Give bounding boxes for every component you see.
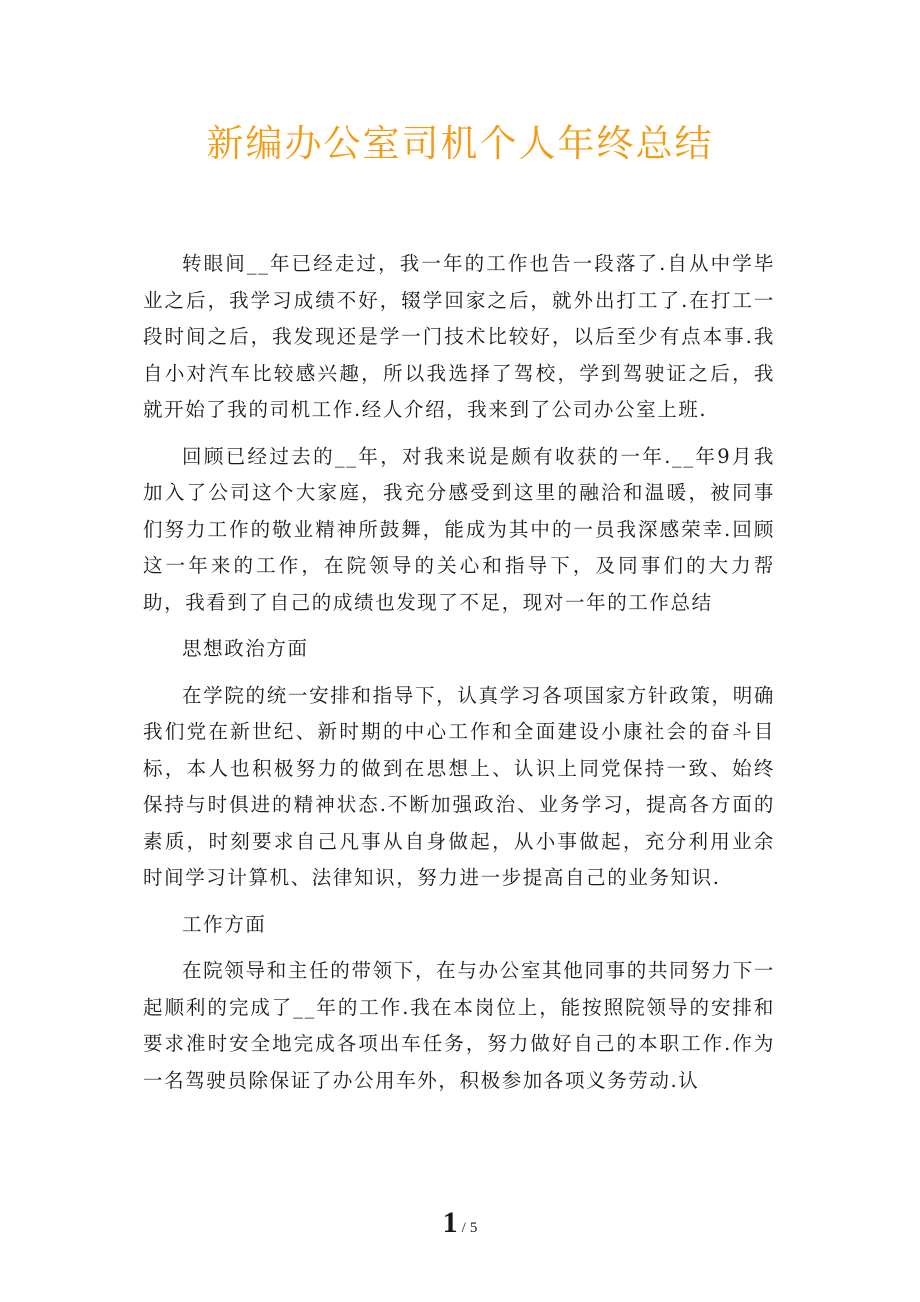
total-pages: 5 (469, 1220, 478, 1236)
page-separator: / (461, 1220, 466, 1236)
paragraph-intro: 转眼间__年已经走过，我一年的工作也告一段落了.自从中学毕业之后，我学习成绩不好，辍学回家之后，就外出打工了.在打工一段时间之后，我发现还是学一门技术比较好，以后至少有点本事.我自小对汽车比较感兴趣，所以我选择了驾校，学到驾驶证之后，我就开始了我的司机工作.经人介绍，我来到了公司办公室上班. (143, 252, 775, 421)
paragraph-work: 在院领导和主任的带领下，在与办公室其他同事的共同努力下一起顺利的完成了__年的工作.我在本岗位上，能按照院领导的安排和要求准时安全地完成各项出车任务，努力做好自己的本职工作.作为一名驾驶员除保证了办公用车外，积极参加各项义务劳动.认 (143, 959, 775, 1092)
paragraph-politics: 在学院的统一安排和指导下，认真学习各项国家方针政策，明确我们党在新世纪、新时期的中心工作和全面建设小康社会的奋斗目标，本人也积极努力的做到在思想上、认识上同党保持一致、始终保持与时俱进的精神状态.不断加强政治、业务学习，提高各方面的素质，时刻要求自己凡事从自身做起，从小事做起，充分利用业余时间学习计算机、法律知识，努力进一步提高自己的业务知识. (143, 683, 775, 889)
paragraph-review: 回顾已经过去的__年，对我来说是颇有收获的一年.__年9月我加入了公司这个大家庭，我充分感受到这里的融洽和温暖，被同事们努力工作的敬业精神所鼓舞，能成为其中的一员我深感荣幸.回顾这一年来的工作，在院领导的关心和指导下，及同事们的大力帮助，我看到了自己的成绩也发现了不足，现对一年的工作总结 (143, 444, 775, 614)
section-heading-politics: 思想政治方面 (182, 637, 309, 660)
document-body (143, 246, 775, 1109)
document-title: 新编办公室司机个人年终总结 (206, 122, 714, 165)
page-number (0, 1206, 920, 1240)
current-page: 1 (442, 1206, 458, 1239)
section-heading-work: 工作方面 (182, 912, 267, 936)
